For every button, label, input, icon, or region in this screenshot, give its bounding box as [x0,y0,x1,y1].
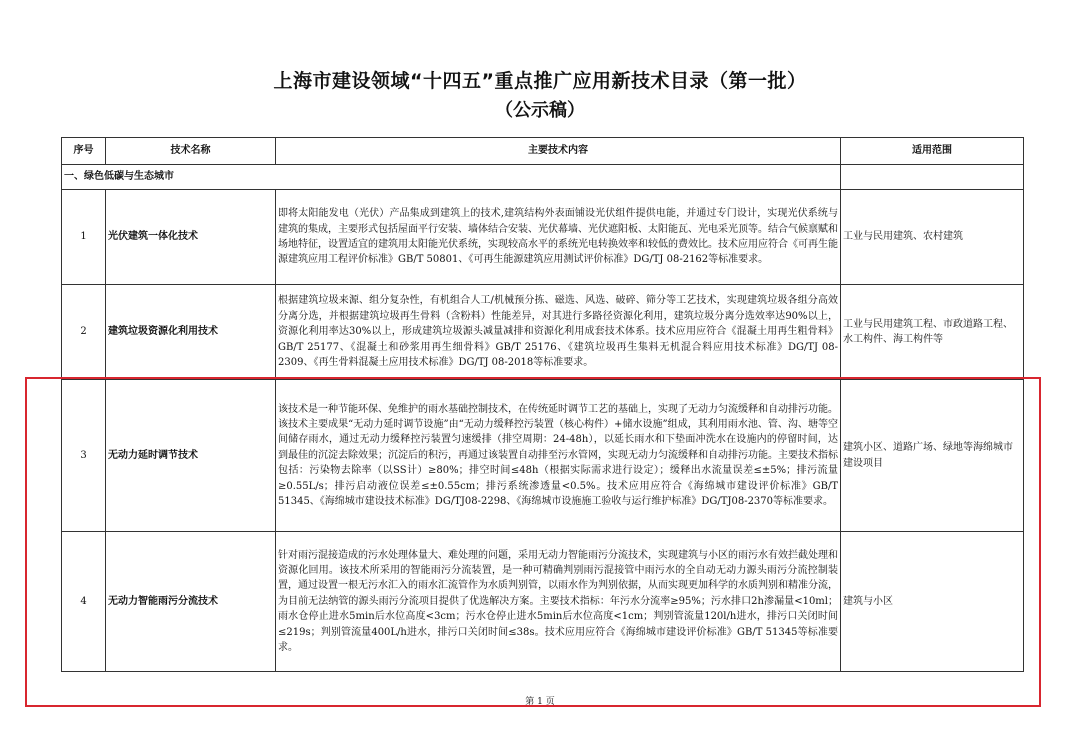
row-scope: 建筑小区、道路广场、绿地等海绵城市建设项目 [841,380,1024,532]
technology-catalog-table [61,137,1024,672]
table-row [62,285,1024,380]
header-content: 主要技术内容 [276,138,841,165]
table-row [62,532,1024,672]
row-name: 无动力延时调节技术 [106,380,276,532]
table-row [62,380,1024,532]
section-empty-cell [841,165,1024,190]
row-scope: 建筑与小区 [841,532,1024,672]
row-content: 该技术是一种节能环保、免维护的雨水基础控制技术，在传统延时调节工艺的基础上，实现了无动力匀流缓释和自动排污功能。该技术主要成果“无动力延时调节设施”由“无动力缓释控污装置（核心构件）+储水设施”组成，其利用雨水池、管、沟、塘等空间储存雨水，通过无动力缓释控污装置匀速缓排（排空周期：24-48h），以延长雨水和下垫面冲洗水在设施内的停留时间，达到最佳的沉淀去除效果；沉淀后的积污，再通过该装置自动排至污水管网，实现无动力匀流缓释和自动排污功能。主要技术指标包括：污染物去除率（以SS计）≥80%；排空时间≤48h（根据实际需求进行设定）；缓释出水流量误差≤±5%；排污流量≥0.55L/s；排污启动液位误差≤±0.55cm；排污系统渗透量<0.5%。技术应用应符合《海绵城市建设评价标准》GB/T 51345、《海绵城市建设技术标准》DG/TJ08-2298、《海绵城市设施施工验收与运行维护标准》DG/TJ08-2370等标准要求。 [276,380,841,532]
row-no: 1 [62,190,106,285]
row-no: 3 [62,380,106,532]
table-row [62,190,1024,285]
row-content [276,285,841,380]
row-no: 4 [62,532,106,672]
section-row [62,165,1024,190]
header-no: 序号 [62,138,106,165]
table-header-row [62,138,1024,165]
row-no: 2 [62,285,106,380]
row-scope: 工业与民用建筑、农村建筑 [841,190,1024,285]
header-name: 技术名称 [106,138,276,165]
row-name: 建筑垃圾资源化利用技术 [106,285,276,380]
row-content: 针对雨污混接造成的污水处理体量大、难处理的问题，采用无动力智能雨污分流技术，实现建筑与小区的雨污水有效拦截处理和资源化回用。该技术所采用的智能雨污分流装置，是一种可精确判别雨污混接管中雨污水的全自动无动力源头雨污分流控制装置，通过设置一根无污水汇入的雨水汇流管作为水质判别管，以雨水作为判别依据，从而实现更加科学的水质判别和精准分流，为目前无法纳管的源头雨污分流项目提供了优选解决方案。主要技术指标：年污水分流率≥95%；污水排口2h渗漏量<10ml；雨水仓停止进水5min后水位高度<3cm；污水仓停止进水5min后水位高度<1cm；判别管流量120l/h进水，排污口关闭时间≤219s；判别管流量400L/h进水，排污口关闭时间≤38s。技术应用应符合《海绵城市建设评价标准》GB/T 51345等标准要求。 [276,532,841,672]
page-number: 第 1 页 [525,697,555,707]
row-name: 光伏建筑一体化技术 [106,190,276,285]
row-scope: 工业与民用建筑工程、市政道路工程、水工构件、海工构件等 [841,285,1024,380]
row-name: 无动力智能雨污分流技术 [106,532,276,672]
row-content: 即将太阳能发电（光伏）产品集成到建筑上的技术,建筑结构外表面铺设光伏组件提供电能，并通过专门设计，实现光伏系统与建筑的集成，主要形式包括屋面平行安装、墙体结合安装、光伏幕墙、光伏遮阳板、太阳能瓦、光电采光顶等。结合气候禀赋和场地特征，设置适宜的建筑用太阳能光伏系统，实现较高水平的系统光电转换效率和较低的费效比。技术应用应符合《可再生能源建筑应用工程评价标准》GB/T 50801、《可再生能源建筑应用测试评价标准》DG/TJ 08-2162等标准要求。 [276,190,841,285]
row-content-text: 根据建筑垃圾来源、组分复杂性，有机组合人工/机械预分拣、磁选、风选、破碎、筛分等工艺技术，实现建筑垃圾各组分高效分离分选，并根据建筑垃圾再生骨料（含粉料）性能差异，对其进行多路径资源化利用，建筑垃圾分离分选效率达90%以上，资源化利用率达30%以上，形成建筑垃圾源头减量减排和资源化利用成套技术体系。技术应用应符合《混凝土用再生粗骨料》GB/T 25177、《混凝土和砂浆用再生细骨料》GB/T 25176、《建筑垃圾再生集料无机混合料应用技术标准》DG/TJ 08-2309、《再生骨料混凝土应用技术标准》DG/TJ 08-2018等标准要求。 [278,295,838,369]
section-title: 一、绿色低碳与生态城市 [62,165,841,190]
header-scope: 适用范围 [841,138,1024,165]
document-title: 上海市建设领域“十四五”重点推广应用新技术目录（第一批） [273,70,807,92]
document-subtitle: （公示稿） [495,100,585,121]
